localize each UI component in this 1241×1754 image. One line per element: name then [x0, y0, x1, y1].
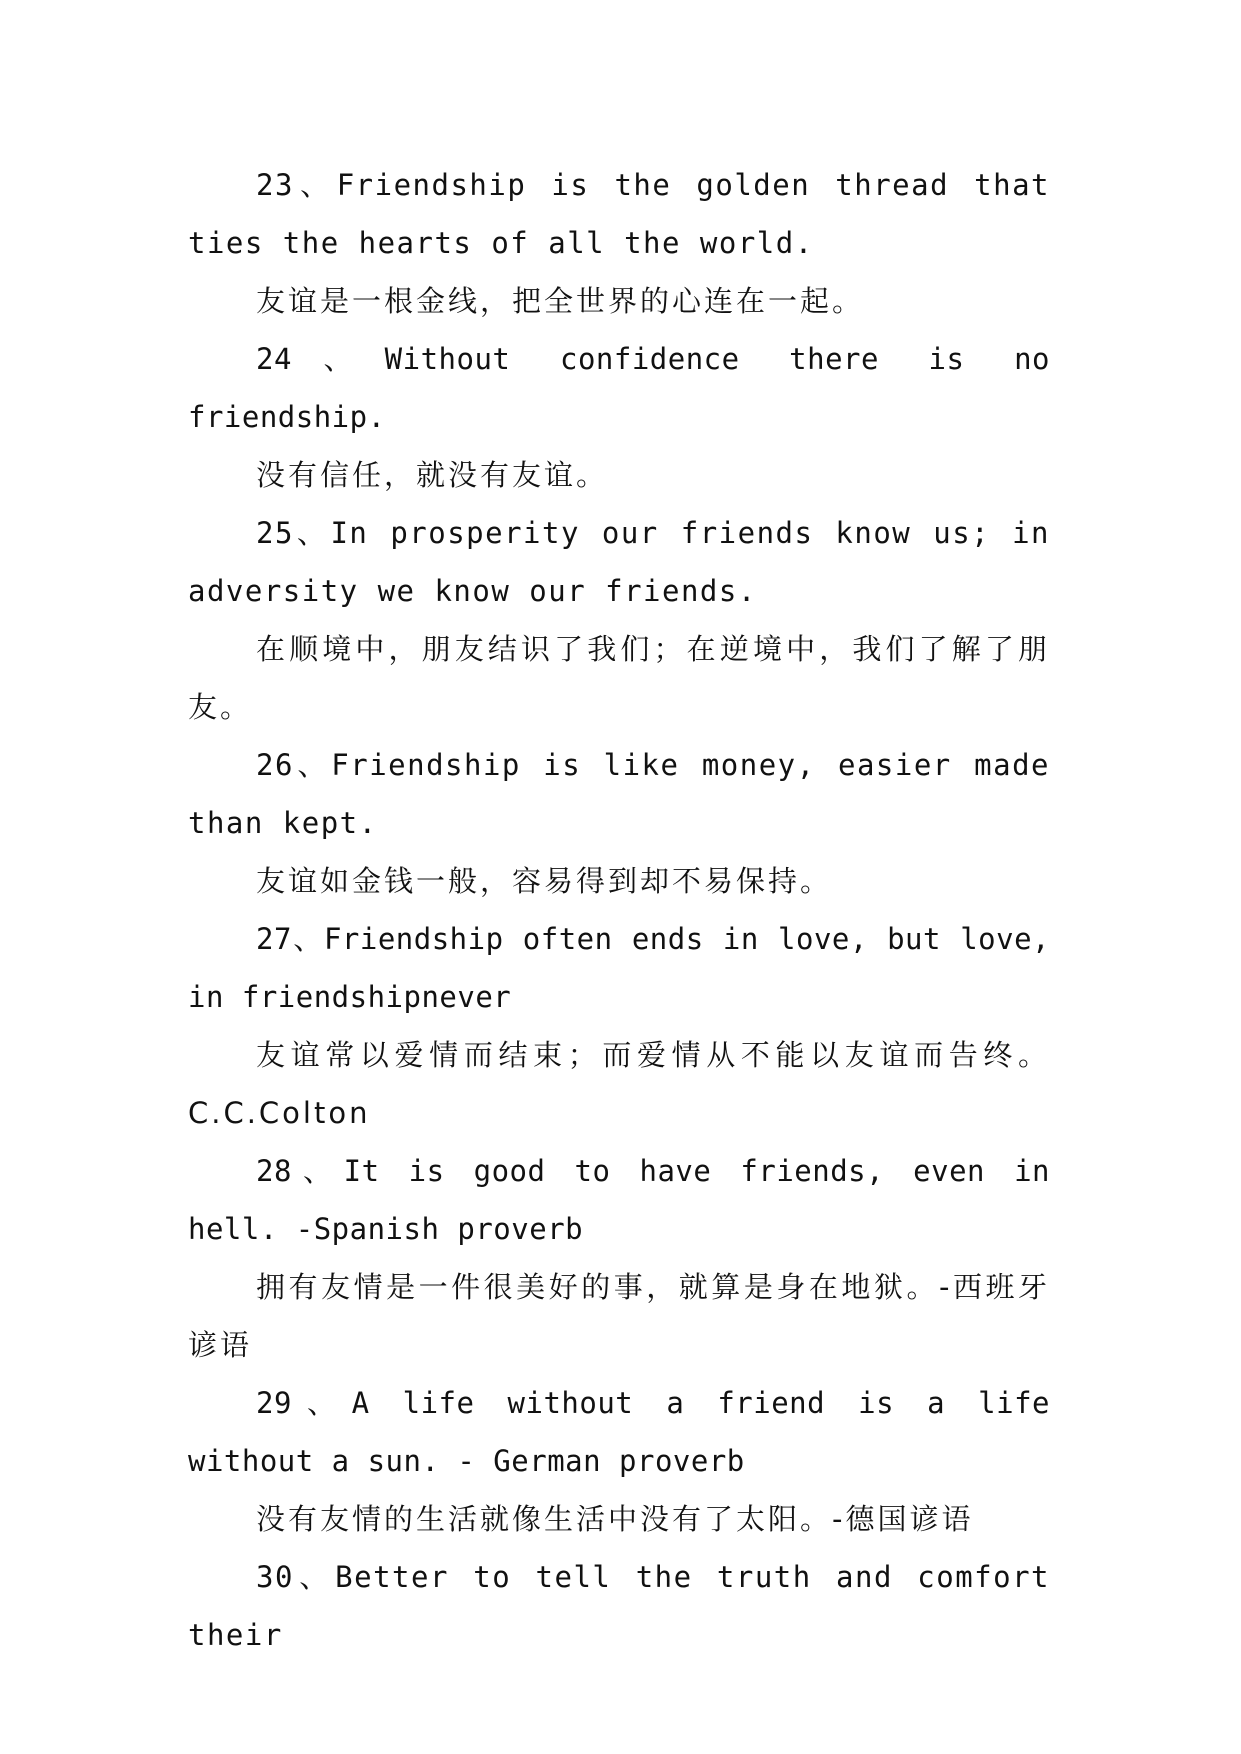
- quote-paragraph-27-english: 27、Friendship often ends in love, but love, in friendshipnever: [188, 922, 1050, 1014]
- document-body: [188, 156, 1050, 1664]
- quote-paragraph-24-english: 24、Without confidence there is no friendship.: [188, 342, 1050, 434]
- quote-paragraph-23-chinese: 友谊是一根金线，把全世界的心连在一起。: [256, 284, 865, 318]
- quote-paragraph-29-english: 29、A life without a friend is a life without a sun. - German proverb: [188, 1386, 1050, 1478]
- quote-paragraph-28-english: 28、It is good to have friends, even in hell. -Spanish proverb: [188, 1154, 1050, 1246]
- quote-paragraph-24-chinese: 没有信任，就没有友谊。: [256, 458, 609, 492]
- quote-paragraph-29-chinese: 没有友情的生活就像生活中没有了太阳。-德国谚语: [256, 1502, 974, 1536]
- quote-paragraph-26-english: 26、Friendship is like money, easier made than kept.: [188, 748, 1050, 840]
- quote-paragraph-26-chinese: 友谊如金钱一般，容易得到却不易保持。: [256, 864, 833, 898]
- quote-paragraph-28-chinese: 拥有友情是一件很美好的事，就算是身在地狱。-西班牙谚语: [188, 1270, 1050, 1362]
- quote-paragraph-23-english: 23、Friendship is the golden thread that ties the hearts of all the world.: [188, 168, 1050, 260]
- quote-paragraph-25-chinese: 在顺境中，朋友结识了我们；在逆境中，我们了解了朋友。: [188, 632, 1050, 724]
- quote-paragraph-27-chinese: 友谊常以爱情而结束；而爱情从不能以友谊而告终。C.C.Colton: [188, 1038, 1050, 1130]
- quote-paragraph-25-english: 25、In prosperity our friends know us; in adversity we know our friends.: [188, 516, 1050, 608]
- quote-paragraph-30-english: 30、Better to tell the truth and comfort their: [188, 1560, 1050, 1652]
